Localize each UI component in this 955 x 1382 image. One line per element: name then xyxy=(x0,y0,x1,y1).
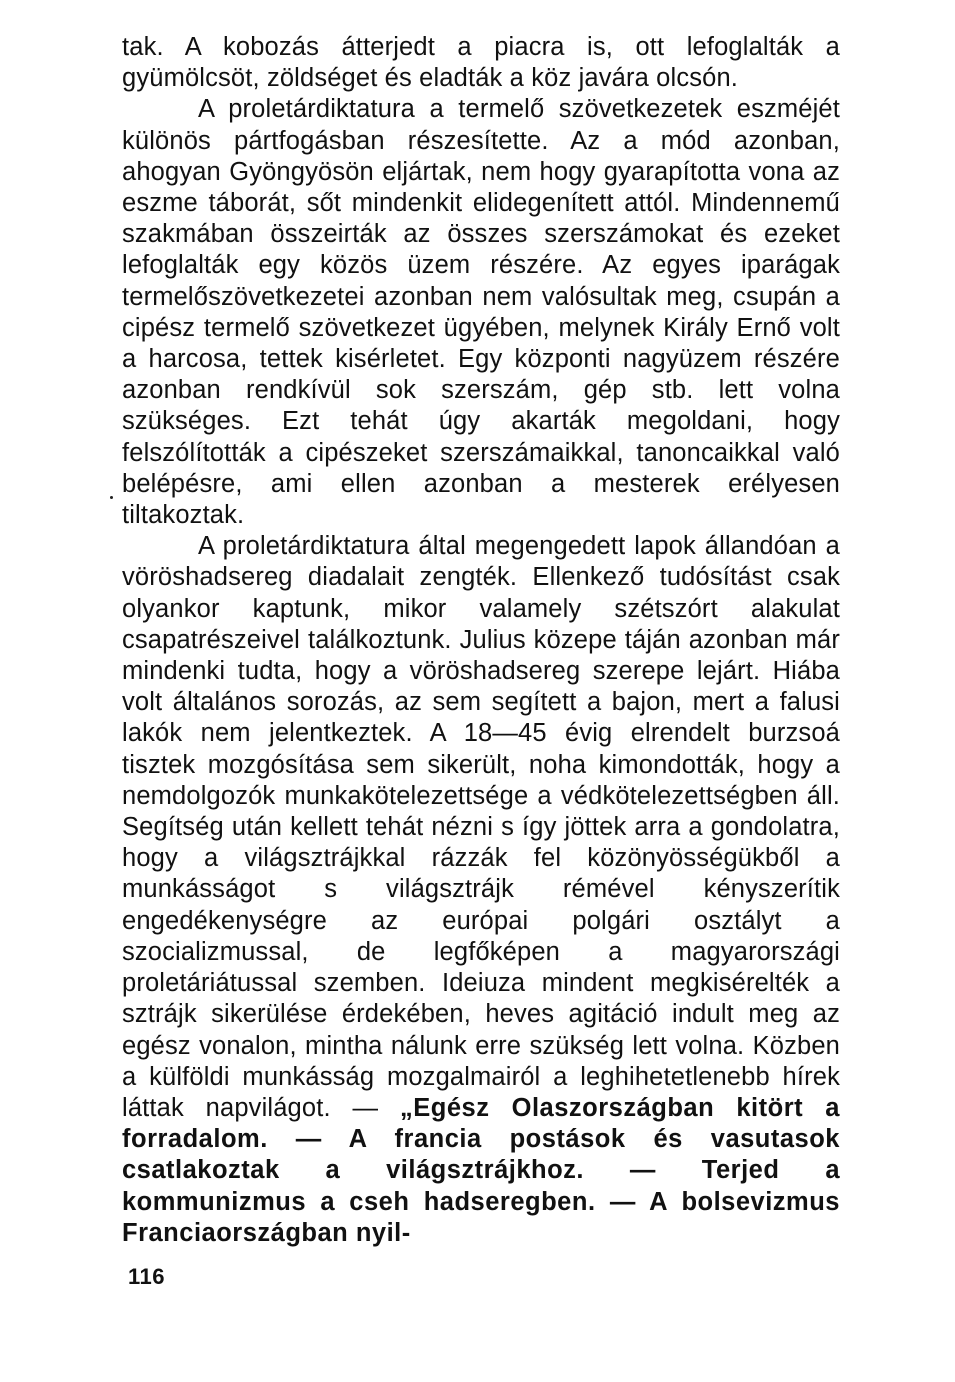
stray-ink-mark xyxy=(110,496,113,499)
paragraph-3-text: A proletárdiktatura által megengedett lapok állandóan a vöröshadsereg diadalait zengték. Ellenkező tudósítást csak olyankor kaptunk, mikor valamely szétszórt alakulat csapatrészeivel találkoztunk. Julius közepe táján azonban már mindenki tudta, hogy a vöröshadsereg szerepe lejárt. Hiába volt általános sorozás, az sem segített a bajon, mert a falusi lakók nem jelentkeztek. A 18—45 évig elrendelt burzsoá tisztek mozgósítása sem sikerült, noha kimondották, hogy a nemdolgozók munkakötelezettsége a védkötelezettségben áll. Segítség után kellett tehát nézni s így jöttek arra a gondolatra, hogy a világsztrájkkal rázzák fel közönyösségükből a munkásságot s világsztrájk rémével kényszerítik engedékenységre az európai polgári osztályt a szocializmussal, de legfőképen a magyarországi proletáriátussal szemben. Ideiuza mindent megkisérelték a sztrájk sikerülése érdekében, heves agitáció indult meg az egész vonalon, mintha nálunk erre szükség lett volna. Közben a külföldi munkásság mozgalmairól a leghihetetlenebb hírek láttak napvilágot. — xyxy=(122,532,840,1122)
paragraph-3-bold-headlines: „Egész Olaszországban kitört a forradalom. — A francia postások és vasutasok csatlakoztak a világsztrájkhoz. — Terjed a kommunizmus a cseh hadseregben. — A bolsevizmus Franciaországban nyil- xyxy=(122,1093,840,1247)
paragraph-3 xyxy=(122,531,840,1249)
paragraph-1: tak. A kobozás átterjedt a piacra is, ott lefoglalták a gyümölcsöt, zöldséget és eladták a köz javára olcsón. xyxy=(122,33,840,93)
page-number: 116 xyxy=(128,1264,165,1289)
paragraph-2: A proletárdiktatura a termelő szövetkezetek eszméjét különös pártfogásban részesítette. Az a mód azonban, ahogyan Gyöngyösön eljártak, nem hogy gyarapította vona az eszme táborát, sőt mindenkit elidegenített attól. Mindennemű szakmában összeirták az összes szerszámokat és ezeket lefoglalták egy közös üzem részére. Az egyes iparágak termelőszövetkezetei azonban nem valósultak meg, csupán a cipész termelő szövetkezet ügyében, melynek Király Ernő volt a harcosa, tettek kisérletet. Egy központi nagyüzem részére azonban rendkívül sok szerszám, gép stb. lett volna szükséges. Ezt tehát úgy akarták megoldani, hogy felszólították a cipészeket szerszámaikkal, tanoncaikkal való belépésre, ami ellen azonban a mesterek erélyesen tiltakoztak. xyxy=(122,95,840,530)
page-text-block xyxy=(122,32,840,1249)
